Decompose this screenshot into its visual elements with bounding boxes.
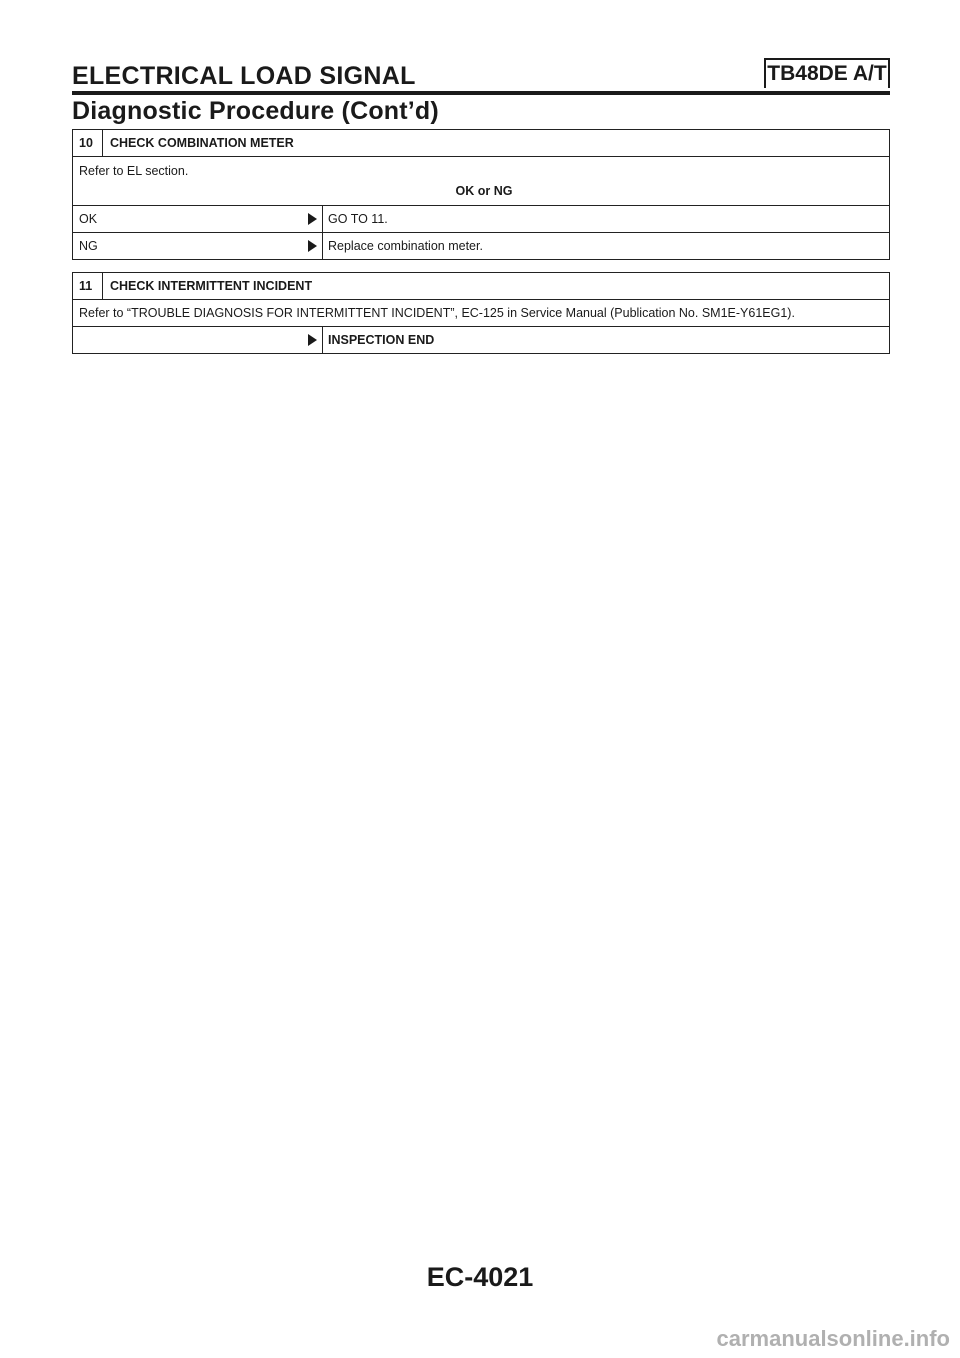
result-label: OK (79, 212, 98, 226)
arrow-right-icon (308, 213, 317, 225)
step-number: 10 (73, 130, 103, 156)
step-title: CHECK COMBINATION METER (110, 136, 294, 150)
arrow-right-icon (308, 240, 317, 252)
result-row-end (73, 326, 889, 353)
result-row-ng (73, 232, 889, 259)
result-action: GO TO 11. (328, 212, 388, 226)
step-body-text: Refer to EL section. (79, 164, 189, 178)
model-tag: TB48DE A/T (764, 58, 890, 88)
result-row-ok (73, 205, 889, 232)
step-body-text: Refer to “TROUBLE DIAGNOSIS FOR INTERMITTENT INCIDENT”, EC-125 in Service Manual (Publication No. SM1E-Y61EG1). (79, 306, 795, 320)
section-title: ELECTRICAL LOAD SIGNAL (72, 62, 416, 90)
step-10-box (72, 129, 890, 260)
page-number: EC-4021 (426, 1262, 534, 1292)
header-rule (72, 91, 890, 95)
step-number: 11 (73, 273, 103, 299)
step-11-body (73, 299, 889, 326)
step-title: CHECK INTERMITTENT INCIDENT (110, 279, 313, 293)
page-subtitle: Diagnostic Procedure (Cont’d) (72, 97, 439, 125)
result-action: INSPECTION END (328, 333, 435, 347)
result-action: Replace combination meter. (328, 239, 483, 253)
result-question: OK or NG (455, 184, 513, 198)
step-11-box (72, 272, 890, 354)
watermark: carmanualsonline.info (716, 1326, 950, 1351)
step-10-body (73, 156, 889, 205)
arrow-right-icon (308, 334, 317, 346)
step-10-header (73, 130, 889, 156)
result-label: NG (79, 239, 98, 253)
step-11-header (73, 273, 889, 299)
